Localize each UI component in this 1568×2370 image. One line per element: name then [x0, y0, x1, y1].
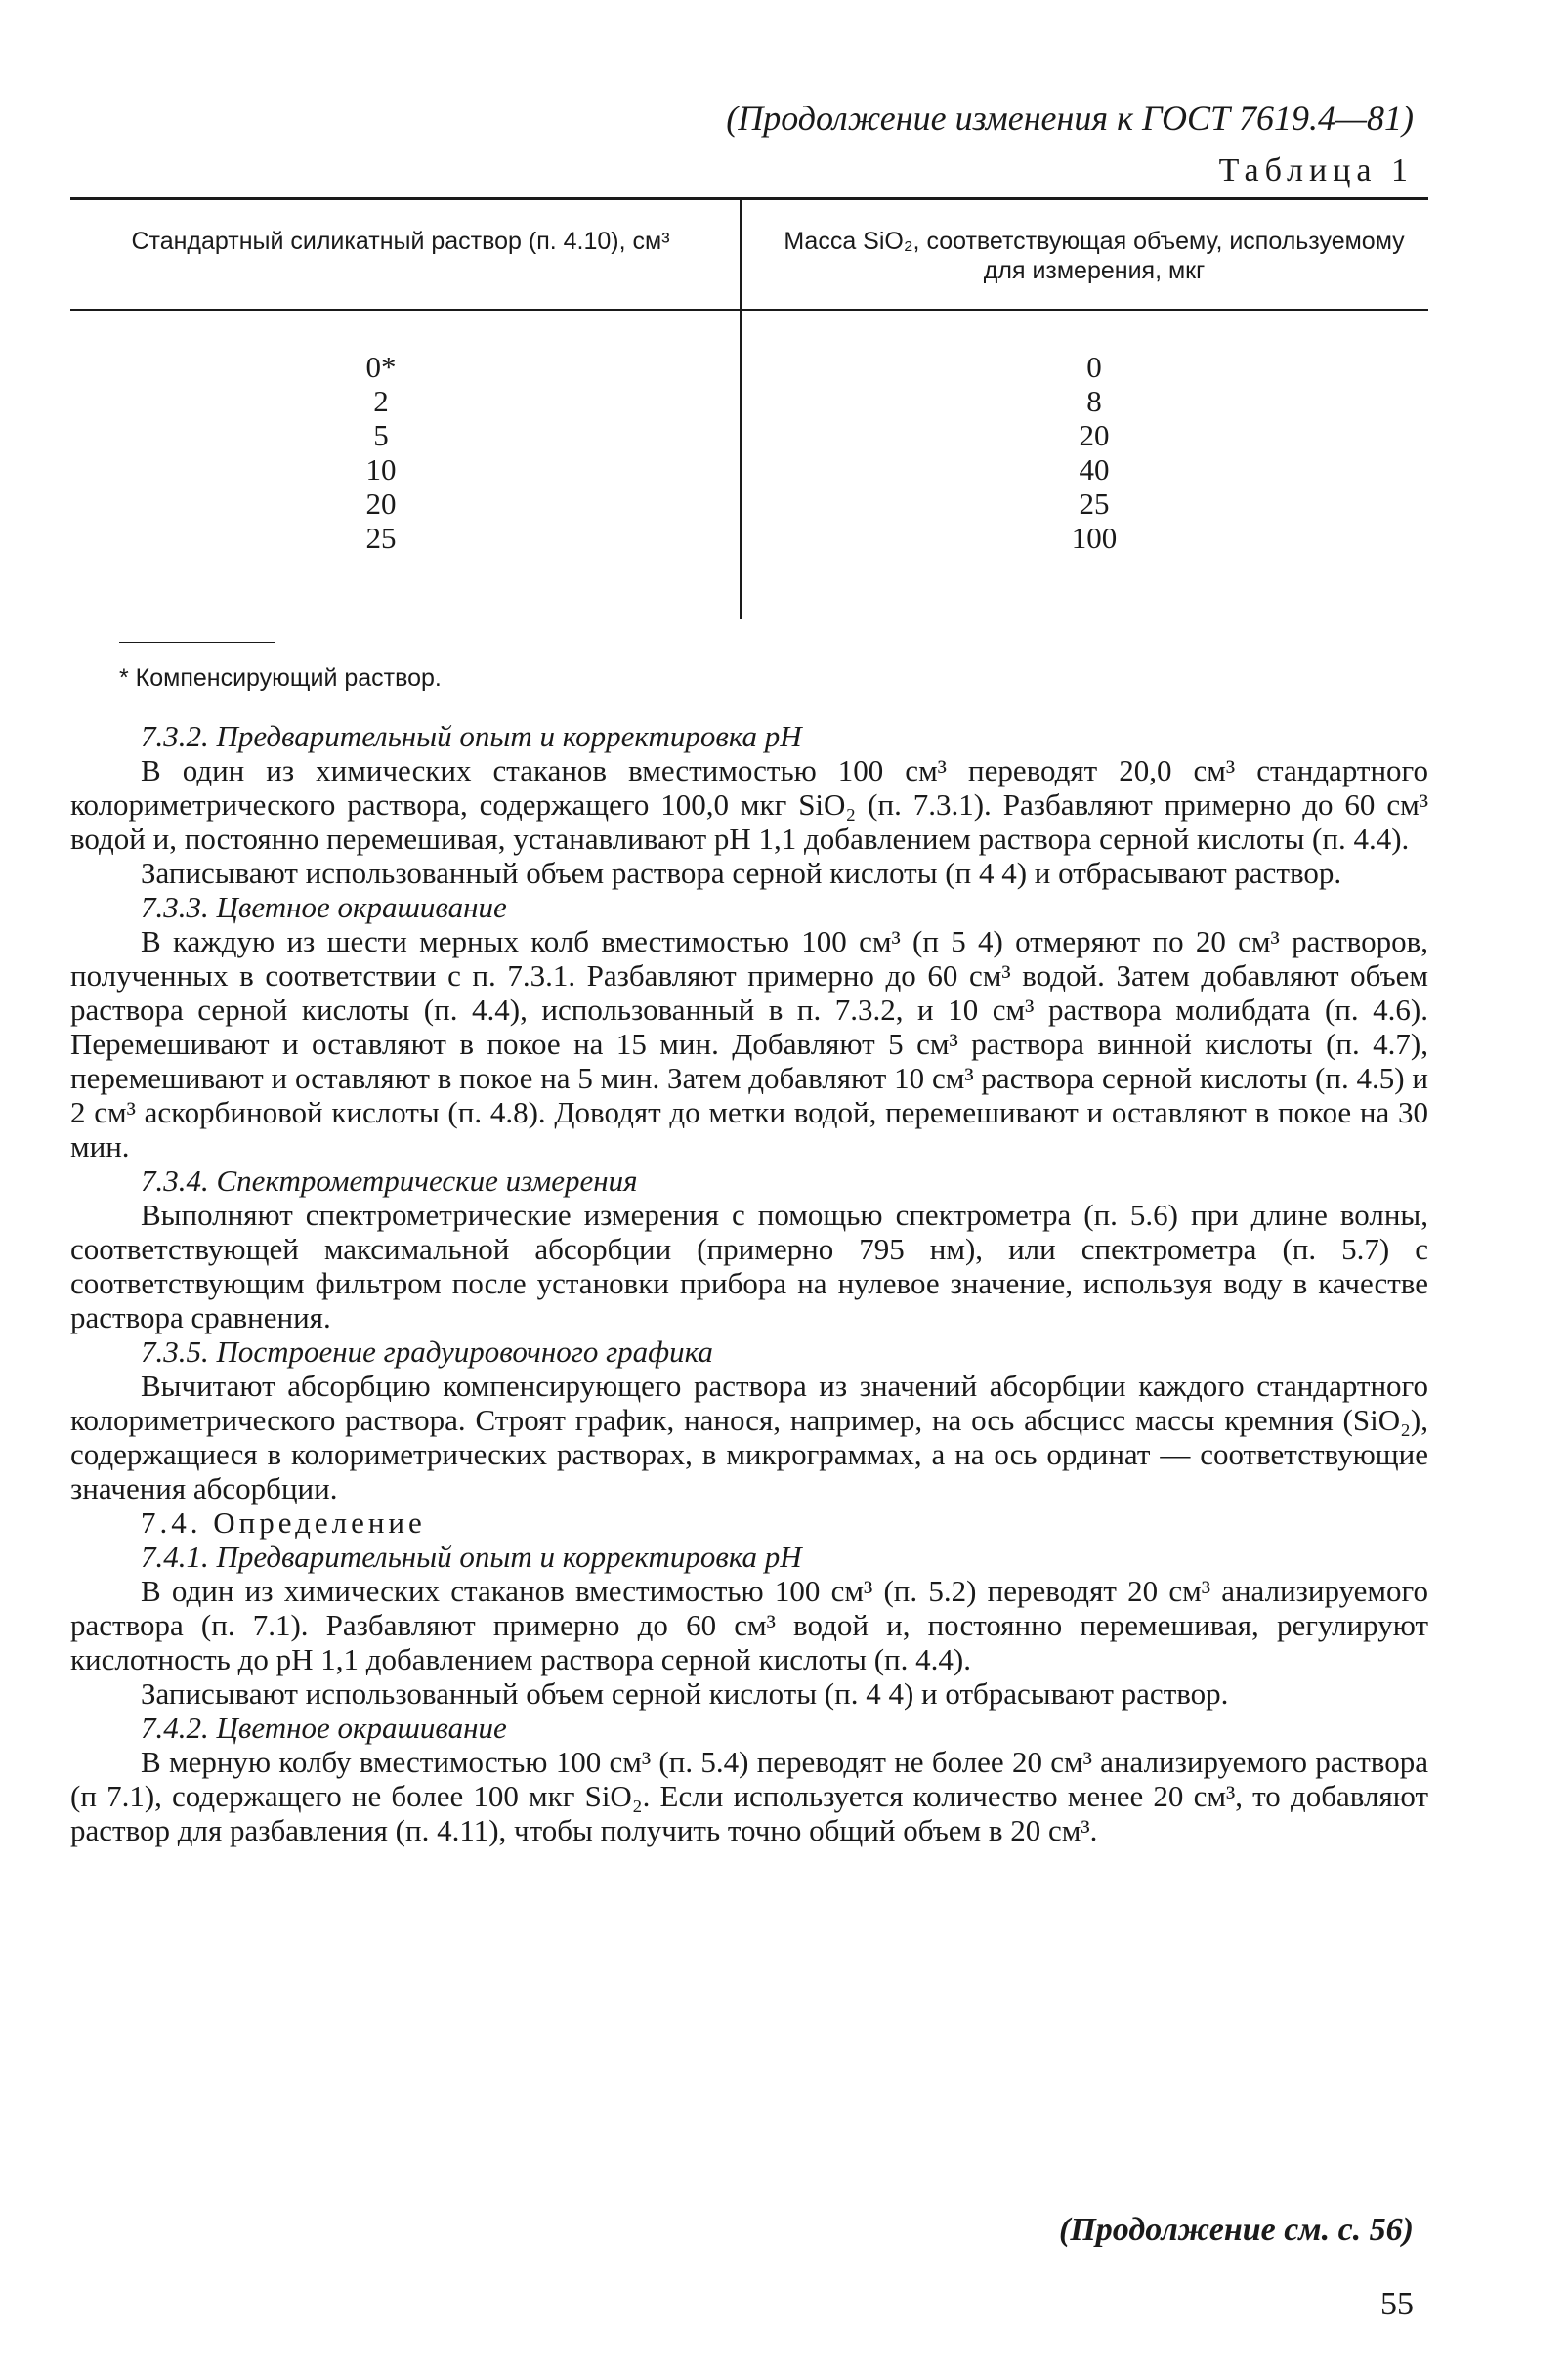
table-top-rule [70, 197, 1428, 200]
paragraph: Вычитают абсорбцию компенсирующего раствора из значений абсорбции каждого стандартного колориметрического раствора. Строят график, нанося, например, на ось абсцисс массы кремния (SiO₂), содержащиеся в колориметрических растворах, в микрограммах, а на ось ординат — соответствующие значения абсорбции. [70, 1369, 1428, 1505]
table-cell: 100 [1071, 521, 1118, 555]
column-standard-solution-values [293, 350, 469, 555]
running-header: (Продолжение изменения к ГОСТ 7619.4—81) [726, 99, 1414, 138]
table-cell: 2 [373, 384, 389, 418]
table-title: Таблица 1 [1218, 152, 1414, 189]
paragraph: Записывают использованный объем серной кислоты (п. 4 4) и отбрасывают раствор. [141, 1676, 1229, 1711]
section-heading: 7.3.5. Построение градуировочного графика [141, 1334, 713, 1369]
table-header-rule [70, 309, 1428, 311]
section-heading: 7.4. Определение [141, 1505, 426, 1540]
paragraph: В один из химических стаканов вместимостью 100 см³ (п. 5.2) переводят 20 см³ анализируемого раствора (п. 7.1). Разбавляют примерно до 60 см³ водой и, постоянно перемешивая, регулируют кислотность до pH 1,1 добавлением раствора серной кислоты (п. 4.4). [70, 1574, 1428, 1676]
section-heading: 7.4.2. Цветное окрашивание [141, 1711, 507, 1745]
table-cell: 0 [1086, 350, 1102, 384]
paragraph: Записывают использованный объем раствора серной кислоты (п 4 4) и отбрасывают раствор. [141, 856, 1342, 890]
column-sio2-mass-values [1006, 350, 1182, 555]
section-heading: 7.3.4. Спектрометрические измерения [141, 1164, 638, 1198]
table-cell: 10 [365, 452, 397, 487]
table-cell: 8 [1086, 384, 1102, 418]
footnote-rule [119, 642, 275, 643]
table-cell: 5 [373, 418, 389, 452]
table-cell: 20 [365, 487, 397, 521]
continuation-note: (Продолжение см. с. 56) [1059, 2212, 1414, 2248]
column-header-standard-solution: Стандартный силикатный раствор (п. 4.10), см³ [131, 228, 670, 255]
paragraph: В один из химических стаканов вместимостью 100 см³ переводят 20,0 см³ стандартного колориметрического раствора, содержащего 100,0 мкг SiO₂ (п. 7.3.1). Разбавляют примерно до 60 см³ водой и, постоянно перемешивая, устанавливают pH 1,1 добавлением раствора серной кислоты (п. 4.4). [70, 753, 1428, 856]
section-heading: 7.3.3. Цветное окрашивание [141, 890, 507, 924]
table-cell: 25 [1079, 487, 1110, 521]
page-number: 55 [1380, 2286, 1414, 2322]
section-heading: 7.4.1. Предварительный опыт и корректировка pH [141, 1540, 802, 1574]
table-cell: 40 [1079, 452, 1110, 487]
table-cell: 20 [1079, 418, 1110, 452]
table-column-divider [740, 199, 742, 619]
paragraph: Выполняют спектрометрические измерения с помощью спектрометра (п. 5.6) при длине волны, соответствующей максимальной абсорбции (примерно 795 нм), или спектрометра (п. 5.7) с соответствующим фильтром после установки прибора на нулевое значение, используя воду в качестве раствора сравнения. [70, 1198, 1428, 1334]
section-heading: 7.3.2. Предварительный опыт и корректировка pH [141, 719, 802, 753]
body-text [70, 719, 1428, 1847]
table-footnote: * Компенсирующий раствор. [119, 664, 442, 692]
table-cell: 25 [365, 521, 397, 555]
table-cell: 0* [365, 350, 397, 384]
paragraph: В мерную колбу вместимостью 100 см³ (п. 5.4) переводят не более 20 см³ анализируемого раствора (п 7.1), содержащего не более 100 мкг SiO₂. Если используется количество менее 20 см³, то добавляют раствор для разбавления (п. 4.11), чтобы получить точно общий объем в 20 см³. [70, 1745, 1428, 1847]
paragraph: В каждую из шести мерных колб вместимостью 100 см³ (п 5 4) отмеряют по 20 см³ растворов, полученных в соответствии с п. 7.3.1. Разбавляют примерно до 60 см³ водой. Затем добавляют объем раствора серной кислоты (п. 4.4), использованный в п. 7.3.2, и 10 см³ раствора молибдата (п. 4.6). Перемешивают и оставляют в покое на 15 мин. Добавляют 5 см³ раствора винной кислоты (п. 4.7), перемешивают и оставляют в покое на 5 мин. Затем добавляют 10 см³ раствора серной кислоты (п. 4.5) и 2 см³ аскорбиновой кислоты (п. 4.8). Доводят до метки водой, перемешивают и оставляют в покое на 30 мин. [70, 924, 1428, 1164]
column-header-sio2-mass: Масса SiO₂, соответствующая объему, используемому для измерения, мкг [784, 228, 1405, 284]
